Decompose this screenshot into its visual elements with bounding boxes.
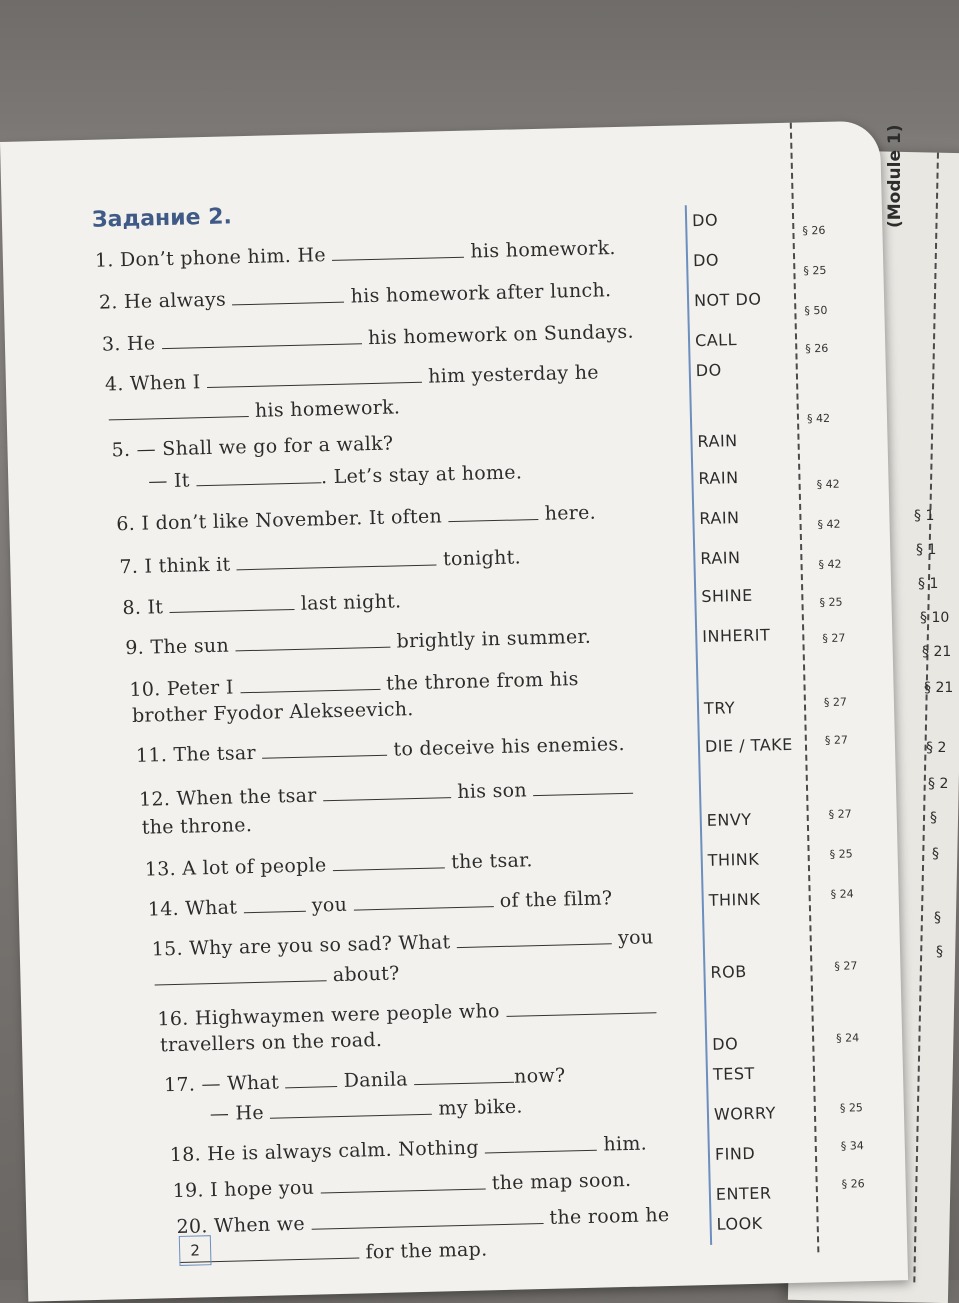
exercise-4-line2: his homework. xyxy=(108,394,400,425)
grammar-ref: § 24 xyxy=(835,1031,860,1045)
answer-blank[interactable] xyxy=(196,464,321,486)
next-page-ref: § 21 xyxy=(924,680,954,696)
grammar-ref: § 27 xyxy=(824,733,849,748)
grammar-ref: § 25 xyxy=(839,1101,864,1115)
grammar-ref: § 42 xyxy=(817,517,841,532)
verb-hint: INHERIT xyxy=(702,625,771,646)
verb-hint: DO xyxy=(712,1034,739,1054)
grammar-ref: § 25 xyxy=(819,595,843,610)
grammar-ref: § 24 xyxy=(830,887,854,901)
next-page-ref: § 1 xyxy=(916,542,937,558)
answer-blank[interactable] xyxy=(240,671,380,693)
page-number: 2 xyxy=(179,1235,212,1266)
verb-hint: RAIN xyxy=(699,508,740,529)
verb-hint: THINK xyxy=(708,889,761,910)
exercise-12-line2: the throne. xyxy=(141,814,253,839)
answer-blank[interactable] xyxy=(506,994,656,1017)
verb-hint: RAIN xyxy=(698,468,739,489)
verb-hint: RAIN xyxy=(697,431,738,452)
answer-blank[interactable] xyxy=(456,925,611,948)
exercise-17: 17. — What Danila now? xyxy=(163,1064,566,1097)
answer-blank[interactable] xyxy=(323,779,451,801)
grammar-ref: § 27 xyxy=(834,959,858,973)
workbook-page xyxy=(0,120,908,1301)
exercise-2: 2. He always his homework after lunch. xyxy=(98,279,612,314)
page-title: Задание 2. xyxy=(91,204,233,233)
answer-blank[interactable] xyxy=(285,1068,337,1088)
answer-blank[interactable] xyxy=(236,546,436,570)
answer-blank[interactable] xyxy=(243,893,305,914)
verb-hint: DO xyxy=(692,250,720,271)
verb-hint: CALL xyxy=(694,330,738,351)
next-page-ref: § 2 xyxy=(928,776,949,792)
answer-blank[interactable] xyxy=(270,1096,432,1119)
verb-hint: ENTER xyxy=(715,1183,772,1204)
answer-blank[interactable] xyxy=(108,398,248,420)
grammar-ref: § 42 xyxy=(806,411,831,426)
exercise-15-line2: about? xyxy=(154,960,400,990)
grammar-ref: § 25 xyxy=(829,847,853,861)
next-page-ref: § xyxy=(932,846,939,862)
exercise-3: 3. He his homework on Sundays. xyxy=(101,320,635,356)
grammar-ref: § 26 xyxy=(841,1177,865,1191)
verb-hint: FIND xyxy=(714,1143,756,1164)
exercise-10: 10. Peter I the throne from his xyxy=(129,668,579,701)
grammar-ref: § 26 xyxy=(805,341,829,356)
exercise-15: 15. Why are you so sad? What you xyxy=(151,926,654,961)
grammar-ref: § 27 xyxy=(823,695,848,710)
exercise-8: 8. It last night. xyxy=(122,590,402,620)
grammar-ref: § 34 xyxy=(840,1139,864,1153)
verb-hint: THINK xyxy=(707,849,760,870)
answer-blank[interactable] xyxy=(161,325,361,349)
next-page-ref: § 1 xyxy=(914,508,935,524)
verb-hint: NOT DO xyxy=(693,289,762,311)
answer-blank[interactable] xyxy=(232,284,344,306)
next-page-ref: § 21 xyxy=(922,644,952,660)
verb-hint: TEST xyxy=(712,1063,756,1084)
answer-blank[interactable] xyxy=(533,775,633,796)
grammar-ref: § 26 xyxy=(802,223,826,238)
answer-blank[interactable] xyxy=(353,888,493,910)
grammar-ref: § 42 xyxy=(816,477,840,492)
verb-hint: RAIN xyxy=(700,548,741,569)
next-page-ref: § xyxy=(936,944,943,960)
answer-blank[interactable] xyxy=(485,1132,597,1154)
verb-hint: DO xyxy=(691,210,719,231)
verb-hint: ENVY xyxy=(706,809,752,830)
verb-hint: ROB xyxy=(710,962,747,982)
next-page-ref: § 2 xyxy=(926,740,947,756)
answer-blank[interactable] xyxy=(320,1170,485,1193)
module-label: (Module 1) xyxy=(885,124,905,228)
exercise-16-line2: travellers on the road. xyxy=(159,1028,383,1057)
answer-blank[interactable] xyxy=(262,737,387,759)
exercise-1: 1. Don’t phone him. He his homework. xyxy=(94,236,616,272)
grammar-ref: § 27 xyxy=(822,631,846,646)
exercise-20-line2: for the map. xyxy=(179,1236,488,1268)
exercise-17-line2: — He my bike. xyxy=(209,1095,523,1126)
exercise-19: 19. I hope you the map soon. xyxy=(172,1168,632,1203)
answer-blank[interactable] xyxy=(235,629,390,652)
answer-blank[interactable] xyxy=(207,364,422,388)
answer-blank[interactable] xyxy=(333,849,445,871)
verb-hint: WORRY xyxy=(713,1103,777,1124)
cut-line-right xyxy=(913,153,939,1283)
answer-blank[interactable] xyxy=(332,239,464,261)
exercise-18: 18. He is always calm. Nothing him. xyxy=(169,1132,648,1167)
cut-line xyxy=(790,123,820,1253)
exercise-5-line2: — It . Let’s stay at home. xyxy=(148,461,523,493)
answer-blank[interactable] xyxy=(311,1205,543,1230)
verb-hint: DIE / TAKE xyxy=(704,734,793,756)
answer-blank[interactable] xyxy=(154,962,326,985)
next-page-ref: § xyxy=(930,810,937,826)
grammar-ref: § 27 xyxy=(828,807,852,821)
exercise-5: 5. — Shall we go for a walk? xyxy=(111,432,394,462)
exercise-9: 9. The sun brightly in summer. xyxy=(125,625,592,660)
verb-hint: TRY xyxy=(703,698,736,718)
answer-blank[interactable] xyxy=(169,591,294,613)
verb-hint: LOOK xyxy=(716,1213,763,1234)
exercise-4: 4. When I him yesterday he xyxy=(104,361,600,396)
exercise-16: 16. Highwaymen were people who xyxy=(157,994,656,1030)
grammar-ref: § 50 xyxy=(804,303,828,318)
exercise-7: 7. I think it tonight. xyxy=(119,546,522,579)
next-page-ref: § xyxy=(934,910,941,926)
exercise-11: 11. The tsar to deceive his enemies. xyxy=(135,732,626,767)
exercise-20: 20. When we the room he xyxy=(176,1203,670,1239)
verb-hint: SHINE xyxy=(701,585,754,606)
exercise-12: 12. When the tsar his son xyxy=(139,775,634,811)
grammar-ref: § 42 xyxy=(818,557,842,572)
grammar-ref: § 25 xyxy=(803,263,827,278)
exercise-6: 6. I don’t like November. It often here. xyxy=(116,501,597,536)
next-page-ref: § 10 xyxy=(920,610,950,626)
verb-hint: DO xyxy=(695,360,722,381)
answer-blank[interactable] xyxy=(448,501,538,522)
exercise-10-line2: brother Fyodor Alekseevich. xyxy=(131,698,414,727)
exercise-14: 14. What you of the film? xyxy=(147,887,613,921)
exercise-13: 13. A lot of people the tsar. xyxy=(144,849,534,881)
next-page-ref: § 1 xyxy=(918,576,939,592)
answer-blank[interactable] xyxy=(414,1064,514,1085)
